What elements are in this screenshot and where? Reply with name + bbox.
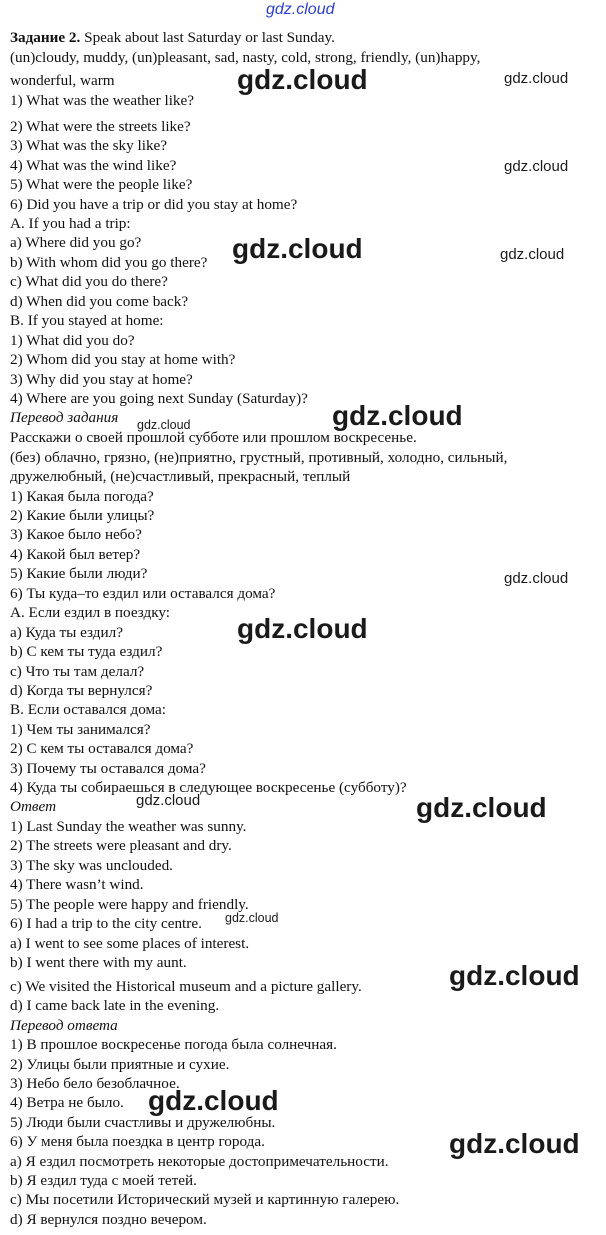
watermark: gdz.cloud	[137, 418, 191, 432]
watermark: gdz.cloud	[237, 613, 368, 644]
answer-line: 2) The streets were pleasant and dry.	[10, 837, 232, 854]
watermark: gdz.cloud	[500, 246, 565, 263]
watermark: gdz.cloud	[148, 1085, 279, 1116]
watermark: gdz.cloud	[237, 64, 368, 95]
watermark: gdz.cloud	[504, 158, 569, 175]
question-en: B. If you stayed at home:	[10, 312, 164, 329]
question-en: 6) Did you have a trip or did you stay at home?	[10, 196, 298, 213]
vocab-line-2: wonderful, warm	[10, 72, 115, 89]
translation-line: 2) Какие были улицы?	[10, 507, 155, 524]
watermark: gdz.cloud	[416, 792, 547, 823]
translation-line: 1) Какая была погода?	[10, 488, 154, 505]
watermark: gdz.cloud	[136, 792, 201, 809]
translation-line: 1) Чем ты занимался?	[10, 721, 151, 738]
question-en: b) With whom did you go there?	[10, 254, 208, 271]
watermark: gdz.cloud	[504, 570, 569, 587]
translation-line: 4) Какой был ветер?	[10, 546, 141, 563]
translation-line: d) Когда ты вернулся?	[10, 682, 153, 699]
translation-line: 6) Ты куда–то ездил или оставался дома?	[10, 585, 276, 602]
answer-line: b) I went there with my aunt.	[10, 954, 187, 971]
watermark: gdz.cloud	[232, 233, 363, 264]
watermark: gdz.cloud	[225, 911, 279, 925]
answer-translation-line: 4) Ветра не было.	[10, 1094, 124, 1111]
answer-line: a) I went to see some places of interest.	[10, 935, 250, 952]
translation-line: 2) С кем ты оставался дома?	[10, 740, 194, 757]
watermark: gdz.cloud	[449, 960, 580, 991]
answer-line: 6) I had a trip to the city centre.	[10, 915, 202, 932]
question-en: 3) Why did you stay at home?	[10, 371, 193, 388]
answer-translation-line: b) Я ездил туда с моей тетей.	[10, 1172, 197, 1189]
answer-translation-line: 5) Люди были счастливы и дружелюбны.	[10, 1114, 276, 1131]
question-en: a) Where did you go?	[10, 234, 142, 251]
question-en: A. If you had a trip:	[10, 215, 131, 232]
translation-line: A. Если ездил в поездку:	[10, 604, 170, 621]
question-en: 2) What were the streets like?	[10, 118, 191, 135]
answer-translation-line: 1) В прошлое воскресенье погода была солнечная.	[10, 1036, 337, 1053]
translation-line: дружелюбный, (не)счастливый, прекрасный, теплый	[10, 468, 351, 485]
watermark: gdz.cloud	[266, 1, 335, 18]
question-en: 4) What was the wind like?	[10, 157, 177, 174]
answer-line: 1) Last Sunday the weather was sunny.	[10, 818, 247, 835]
answer-line: 4) There wasn’t wind.	[10, 876, 144, 893]
answer-translation-line: 2) Улицы были приятные и сухие.	[10, 1056, 230, 1073]
translation-line: c) Что ты там делал?	[10, 663, 145, 680]
answer-heading: Ответ	[10, 798, 57, 815]
vocab-line-1: (un)cloudy, muddy, (un)pleasant, sad, nasty, cold, strong, friendly, (un)happy,	[10, 49, 481, 66]
watermark: gdz.cloud	[332, 400, 463, 431]
answer-line: d) I came back late in the evening.	[10, 997, 220, 1014]
answer-translation-line: 6) У меня была поездка в центр города.	[10, 1133, 265, 1150]
answer-translation-line: a) Я ездил посмотреть некоторые достопримечательности.	[10, 1153, 389, 1170]
question-en: 5) What were the people like?	[10, 176, 193, 193]
watermark: gdz.cloud	[504, 70, 569, 87]
translation-line: Расскажи о своей прошлой субботе или прошлом воскресенье.	[10, 429, 417, 446]
question-en: 3) What was the sky like?	[10, 137, 168, 154]
answer-translation-line: d) Я вернулся поздно вечером.	[10, 1211, 207, 1228]
translation-line: 4) Куда ты собираешься в следующее воскресенье (субботу)?	[10, 779, 407, 796]
answer-line: 5) The people were happy and friendly.	[10, 896, 249, 913]
task-line	[10, 28, 335, 47]
translation-line: (без) облачно, грязно, (не)приятно, грустный, противный, холодно, сильный,	[10, 449, 508, 466]
watermark: gdz.cloud	[449, 1128, 580, 1159]
task-text: Speak about last Saturday or last Sunday.	[84, 29, 335, 46]
question-en: d) When did you come back?	[10, 293, 189, 310]
question-en: 4) Where are you going next Sunday (Saturday)?	[10, 390, 308, 407]
translation-line: a) Куда ты ездил?	[10, 624, 123, 641]
answer-translation-line: 3) Небо бело безоблачное.	[10, 1075, 180, 1092]
question-en: 1) What was the weather like?	[10, 92, 194, 109]
answer-line: c) We visited the Historical museum and a picture gallery.	[10, 978, 362, 995]
question-en: 2) Whom did you stay at home with?	[10, 351, 236, 368]
translation-line: 3) Почему ты оставался дома?	[10, 760, 206, 777]
task-label: Задание 2.	[10, 29, 81, 46]
question-en: c) What did you do there?	[10, 273, 168, 290]
answer-line: 3) The sky was unclouded.	[10, 857, 173, 874]
answer-translation-line: c) Мы посетили Исторический музей и картинную галерею.	[10, 1191, 400, 1208]
translation-line: 5) Какие были люди?	[10, 565, 148, 582]
translation-heading: Перевод задания	[10, 409, 119, 426]
answer-translation-heading: Перевод ответа	[10, 1017, 118, 1034]
translation-line: B. Если оставался дома:	[10, 701, 166, 718]
translation-line: 3) Какое было небо?	[10, 526, 142, 543]
translation-line: b) С кем ты туда ездил?	[10, 643, 163, 660]
question-en: 1) What did you do?	[10, 332, 135, 349]
